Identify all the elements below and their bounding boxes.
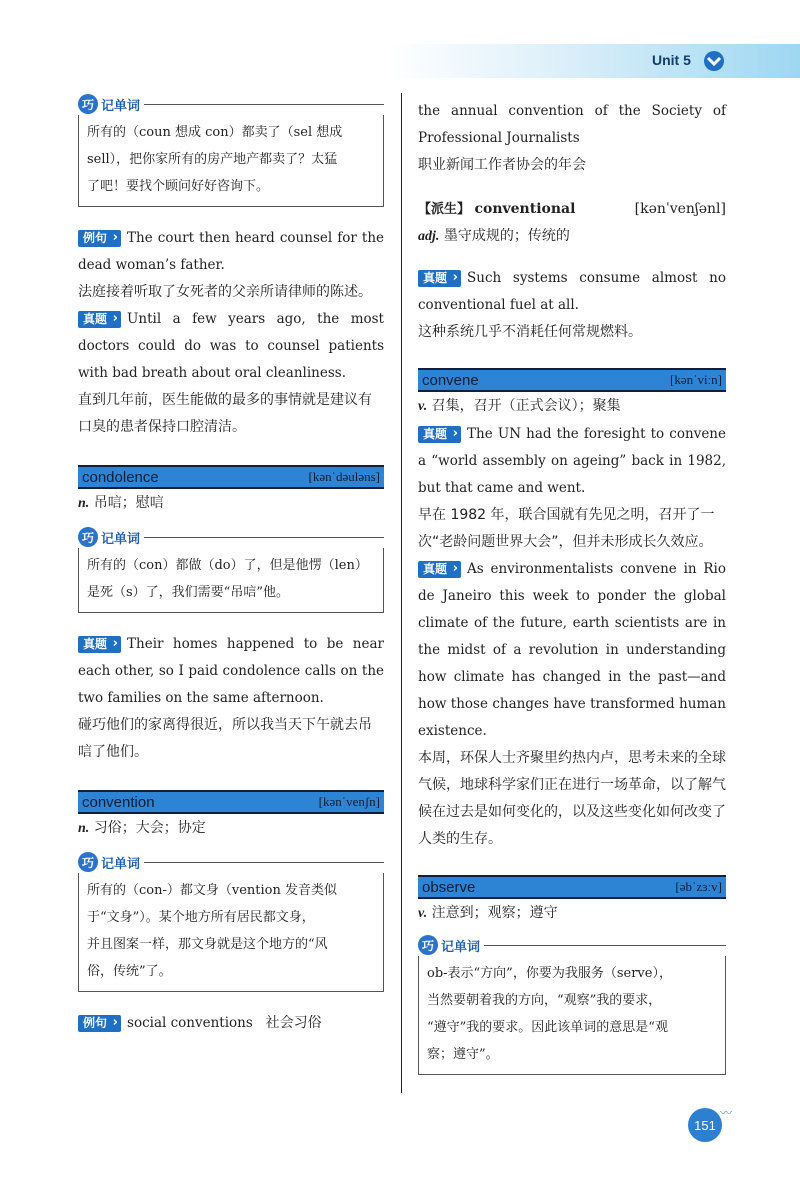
memo-box-condolence — [78, 526, 384, 613]
memo-box-observe — [418, 934, 726, 1075]
memo-title: 记单词 — [101, 98, 141, 114]
derivative-row — [418, 197, 726, 222]
page-number: 151 — [688, 1108, 722, 1142]
definition: n. 习俗；大会；协定 — [78, 820, 206, 836]
derivative-label: 【派生】 — [418, 202, 471, 217]
memo-line: 是死（s）了，我们需要“吊唁”他。 — [87, 585, 289, 600]
real-exam-sentence: 真题 › Such systems consume almost no conventional fuel at all. — [418, 265, 726, 319]
headword: convention — [82, 793, 155, 811]
memo-title: 记单词 — [101, 856, 141, 872]
continued-example: the annual convention of the Society of Professional Journalists — [418, 103, 726, 146]
real-exam-sentence: 真题 › Their homes happened to be near each other, so I paid condolence calls on the two families on the same afternoon. — [78, 631, 384, 712]
memo-logo-icon: 巧 — [78, 94, 98, 114]
memo-line: 了吧！要找个顾问好好咨询下。 — [87, 179, 270, 194]
memo-line: 所有的（con）都做（do）了，但是他愣（len） — [87, 558, 368, 573]
real-exam-sentence: 真题 › Until a few years ago, the most doctors could do was to counsel patients with bad breath about oral cleanliness. — [78, 306, 384, 387]
memo-logo-icon: 巧 — [78, 527, 98, 547]
phonetic: [əbˈzɜːv] — [675, 879, 722, 894]
memo-title: 记单词 — [441, 939, 481, 955]
wave-decoration-icon: 〰 — [720, 1106, 733, 1120]
memo-line: “遵守”我的要求。因此该单词的意思是“观 — [427, 1020, 668, 1035]
real-exam-translation: 这种系统几乎不消耗任何常规燃料。 — [418, 324, 642, 340]
phonetic: [kənˈdəuləns] — [308, 469, 380, 484]
memo-line: 所有的（con-）都文身（vention 发音类似 — [87, 883, 337, 898]
real-exam-translation: 本周，环保人士齐聚里约热内卢，思考未来的全球气候，地球科学家们正在进行一场革命，以了解气候在过去是如何变化的，以及这些变化如何改变了人类的生存。 — [418, 750, 726, 847]
real-exam-tag: 真题 › — [78, 311, 121, 328]
real-exam-sentence: 真题 › As environmentalists convene in Rio de Janeiro this week to ponder the global climate of the future, earth scientists are in the midst of a revolution in understanding how climate has changed in the past—and how those changes have transformed human existence. — [418, 556, 726, 745]
unit-label: Unit 5 — [652, 52, 691, 68]
memo-line: 所有的（coun 想成 con）都卖了（sel 想成 — [87, 125, 343, 140]
real-exam-sentence: 真题 › The UN had the foresight to convene a “world assembly on ageing” back in 1982, but that came and went. — [418, 421, 726, 502]
phonetic: [kənˈviːn] — [670, 372, 722, 387]
definition: v. 召集，召开（正式会议）；聚集 — [418, 398, 621, 414]
definition: adj. 墨守成规的；传统的 — [418, 228, 570, 244]
real-exam-translation: 碰巧他们的家离得很近，所以我当天下午就去吊唁了他们。 — [78, 717, 372, 760]
example-sentence: 例句 › social conventions 社会习俗 — [78, 1010, 384, 1037]
word-bar-condolence — [78, 465, 384, 489]
real-exam-tag: 真题 › — [78, 636, 121, 653]
example-tag: 例句 › — [78, 230, 121, 247]
memo-line: sell），把你家所有的房产地产都卖了？太猛 — [87, 152, 338, 167]
memo-logo-icon: 巧 — [418, 935, 438, 955]
definition: n. 吊唁；慰唁 — [78, 495, 164, 511]
memo-box-counsel — [78, 93, 384, 207]
phonetic: [kənˈvenʃənl] — [634, 201, 726, 217]
memo-line: ob-表示“方向”，你要为我服务（serve）， — [427, 966, 672, 981]
memo-box-convention — [78, 851, 384, 992]
memo-line: 并且图案一样，那文身就是这个地方的“风 — [87, 937, 328, 952]
memo-title: 记单词 — [101, 531, 141, 547]
example-sentence: 例句 › The court then heard counsel for the dead woman’s father. — [78, 225, 384, 279]
phonetic: [kənˈvenʃn] — [318, 794, 380, 809]
word-bar-observe — [418, 875, 726, 899]
word-bar-convention — [78, 790, 384, 814]
headword: observe — [422, 878, 476, 896]
column-divider — [401, 93, 402, 1093]
real-exam-tag: 真题 › — [418, 426, 461, 443]
definition: v. 注意到；观察；遵守 — [418, 905, 558, 921]
memo-logo-icon: 巧 — [78, 852, 98, 872]
example-tag: 例句 › — [78, 1015, 121, 1032]
real-exam-tag: 真题 › — [418, 270, 461, 287]
real-exam-tag: 真题 › — [418, 561, 461, 578]
header-band — [390, 44, 800, 78]
right-column — [418, 98, 726, 1093]
example-translation: 法庭接着听取了女死者的父亲所请律师的陈述。 — [78, 284, 372, 300]
memo-line: 于“文身”）。某个地方所有居民都文身， — [87, 910, 315, 925]
headword: condolence — [82, 468, 159, 486]
continued-translation: 职业新闻工作者协会的年会 — [418, 157, 586, 173]
word-bar-convene — [418, 368, 726, 392]
derivative-word: conventional — [474, 201, 576, 217]
chevron-down-icon — [703, 50, 725, 72]
memo-line: 俗，传统”了。 — [87, 964, 172, 979]
headword: convene — [422, 371, 479, 389]
memo-line: 当然要朝着我的方向，“观察”我的要求， — [427, 993, 662, 1008]
memo-line: 察；遵守”。 — [427, 1047, 499, 1062]
real-exam-translation: 直到几年前，医生能做的最多的事情就是建议有口臭的患者保持口腔清洁。 — [78, 392, 372, 435]
left-column — [78, 93, 384, 1037]
real-exam-translation: 早在 1982 年，联合国就有先见之明，召开了一次“老龄问题世界大会”，但并未形成长久效应。 — [418, 507, 715, 550]
